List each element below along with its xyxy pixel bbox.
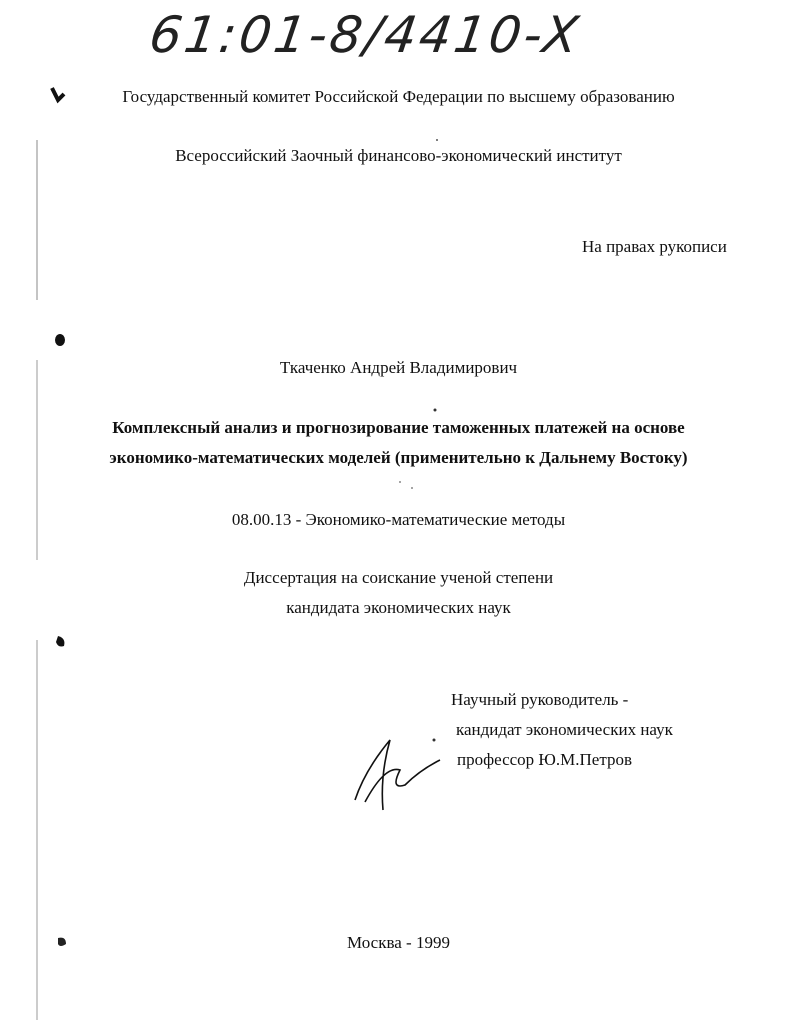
supervisor-role: Научный руководитель - xyxy=(451,690,629,709)
supervisor-degree: кандидат экономических наук xyxy=(456,720,673,739)
degree-line-1: Диссертация на соискание ученой степени xyxy=(243,568,554,587)
signature xyxy=(345,730,455,830)
degree-line-2: кандидата экономических наук xyxy=(286,598,511,617)
rights-note: На правах рукописи xyxy=(582,237,727,256)
author-name: Ткаченко Андрей Владимирович xyxy=(279,358,518,377)
title-line-2: экономико-математических моделей (применительно к Дальнему Востоку) xyxy=(109,448,688,467)
speck xyxy=(411,487,413,489)
title-line-1: Комплексный анализ и прогнозирование таможенных платежей на основе xyxy=(112,418,685,437)
punch-hole-upper xyxy=(55,334,65,346)
speck xyxy=(399,481,401,483)
supervisor-name: профессор Ю.М.Петров xyxy=(457,750,632,769)
institute-line: Всероссийский Заочный финансово-экономический институт xyxy=(175,146,622,165)
handwritten-catalog-number: 61:01-8/4410-X xyxy=(145,6,585,64)
speck xyxy=(434,409,437,412)
speck xyxy=(436,139,438,141)
committee-line: Государственный комитет Российской Федерации по высшему образованию xyxy=(122,87,675,106)
specialty-line: 08.00.13 - Экономико-математические методы xyxy=(231,510,566,529)
signature-stroke xyxy=(355,740,440,810)
punch-hole-lower xyxy=(56,636,64,647)
city-year: Москва - 1999 xyxy=(347,933,450,952)
